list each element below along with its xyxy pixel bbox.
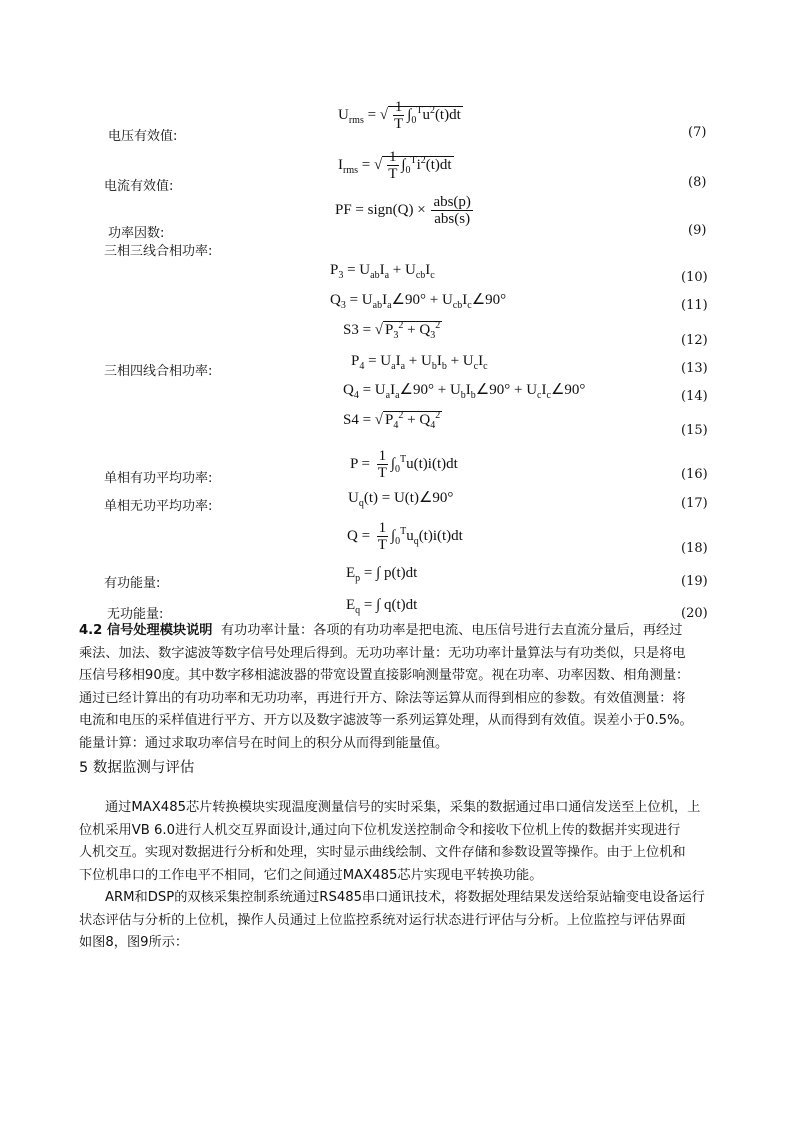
formula-label-7: 电压有效值: bbox=[108, 129, 178, 144]
eq-number-12: (12) bbox=[681, 333, 708, 348]
section-4-2-line: 通过已经计算出的有功功率和无功功率，再进行开方、除法等运算从而得到相应的参数。有效值测量：将 bbox=[79, 690, 686, 706]
formula-label-19: 有功能量: bbox=[104, 576, 161, 591]
section-5-para2-line: ARM和DSP的双核采集控制系统通过RS485串口通讯技术，将数据处理结果发送给泵站输变电设备运行 bbox=[105, 890, 705, 905]
section-5-para2-line: 如图8，图9所示： bbox=[79, 935, 189, 950]
formula-12-s3: S3 = √ $P_3^2 + Q_3^2$ bbox=[343, 320, 441, 341]
formula-13-p4: $P_4 = U_aI_a + U_bI_b + U_cI_c$ bbox=[351, 353, 488, 372]
formula-14-q4: $Q_4$ = $U_aI_a\angle 90^\circ$ + $U_bI_b\angle 90^\circ$ + $U_cI_c\angle 90^\circ$ bbox=[343, 382, 586, 401]
eq-number-15: (15) bbox=[681, 423, 708, 438]
section-5-para2-line: 状态评估与分析的上位机，操作人员通过上位监控系统对运行状态进行评估与分析。上位监控与评估界面 bbox=[79, 912, 686, 928]
formula-label-9: 功率因数: bbox=[108, 226, 165, 241]
eq-number-20: (20) bbox=[681, 606, 708, 621]
eq-number-7: (7) bbox=[688, 125, 707, 140]
formula-label-8: 电流有效值: bbox=[104, 179, 174, 194]
formula-7-urms: $U_{rms}$ = √ $\frac{1}{T}$ $\int_0^Tu^2(t)dt$ bbox=[338, 99, 461, 132]
section-4-2-paragraph bbox=[79, 620, 719, 755]
formula-9-pf: PF = sign(Q) × $\frac{\text{abs(p)}}{\text{abs(s)}}$ bbox=[335, 194, 471, 227]
formula-label-16: 单相有功平均功率: bbox=[104, 471, 213, 486]
section-5-para1-line: 通过MAX485芯片转换模块实现温度测量信号的实时采集，采集的数据通过串口通信发送至上位机，上 bbox=[105, 800, 701, 815]
formula-15-s4: S4 = √ $P_4^2 + Q_4^2$ bbox=[343, 410, 441, 431]
eq-number-18: (18) bbox=[681, 541, 708, 556]
formula-19-ep: $E_p$ = ∫ p(t)dt bbox=[346, 565, 418, 584]
formula-11-q3: $Q_3$ = $U_{ab}I_a\angle 90^\circ$ + $U_{cb}I_c\angle 90^\circ$ bbox=[330, 292, 507, 311]
eq-number-16: (16) bbox=[681, 467, 708, 482]
eq-number-17: (17) bbox=[681, 496, 708, 511]
formula-label-17: 单相无功平均功率: bbox=[104, 499, 213, 514]
eq-number-14: (14) bbox=[681, 389, 708, 404]
section-5-para1-line: 下位机串口的工作电平不相同，它们之间通过MAX485芯片实现电平转换功能。 bbox=[79, 867, 543, 883]
formula-label-13: 三相四线合相功率: bbox=[104, 364, 213, 379]
section-4-2-line: 能量计算：通过求取功率信号在时间上的积分从而得到能量值。 bbox=[79, 735, 449, 751]
formula-20-eq: $E_q$ = ∫ q(t)dt bbox=[346, 597, 418, 616]
section-5-para1-line: 人机交互。实现对数据进行分析和处理，实时显示曲线绘制、文件存储和参数设置等操作。由于上位机和 bbox=[79, 845, 686, 860]
section-4-2-line: 有功功率计量：各项的有功功率是把电流、电压信号进行去直流分量后，再经过 bbox=[220, 623, 683, 638]
formula-10-p3: $P_3 = U_{ab}I_a + U_{cb}I_c$ bbox=[330, 262, 435, 281]
section-4-2-line: 压信号移相90度。其中数字移相滤波器的带宽设置直接影响测量带宽。视在功率、功率因数、相角测量： bbox=[79, 668, 690, 683]
section-4-2-heading: 4.2 信号处理模块说明 bbox=[79, 623, 213, 638]
section-4-2-line: 电流和电压的采样值进行平方、开方以及数字滤波等一系列运算处理，从而得到有效值。误差小于0.5%。 bbox=[79, 713, 693, 728]
formula-label-20: 无功能量: bbox=[107, 607, 164, 622]
eq-number-9: (9) bbox=[688, 223, 707, 238]
formula-17-uq: $U_q(t)$ = U(t)∠90° bbox=[348, 490, 454, 509]
section-5-paragraph-2 bbox=[79, 887, 719, 955]
section-5-para1-line: 位机采用VB 6.0进行人机交互界面设计,通过向下位机发送控制命令和接收下位机上传的数据并实现进行 bbox=[79, 822, 681, 838]
eq-number-11: (11) bbox=[681, 298, 708, 313]
section-4-2-line: 乘法、加法、数字滤波等数字信号处理后得到。无功功率计量：无功功率计量算法与有功类似，只是将电 bbox=[79, 645, 686, 661]
formula-8-irms: $I_{rms}$ = √ $\frac{1}{T}$ $\int_0^Ti^2(t)dt$ bbox=[338, 149, 452, 182]
eq-number-13: (13) bbox=[681, 361, 708, 376]
section-5-paragraph-1 bbox=[79, 797, 719, 887]
formula-16-p: P = $\frac{1}{T}$ $\int_0^Tu(t)i(t)dt$ bbox=[350, 448, 458, 481]
eq-number-10: (10) bbox=[681, 270, 708, 285]
formula-label-10: 三相三线合相功率: bbox=[104, 244, 213, 259]
formula-18-q: Q = $\frac{1}{T}$ $\int_0^Tu_q(t)i(t)dt$ bbox=[347, 520, 463, 553]
eq-number-19: (19) bbox=[681, 574, 708, 589]
section-5-heading: 5 数据监测与评估 bbox=[79, 760, 195, 776]
eq-number-8: (8) bbox=[688, 175, 707, 190]
